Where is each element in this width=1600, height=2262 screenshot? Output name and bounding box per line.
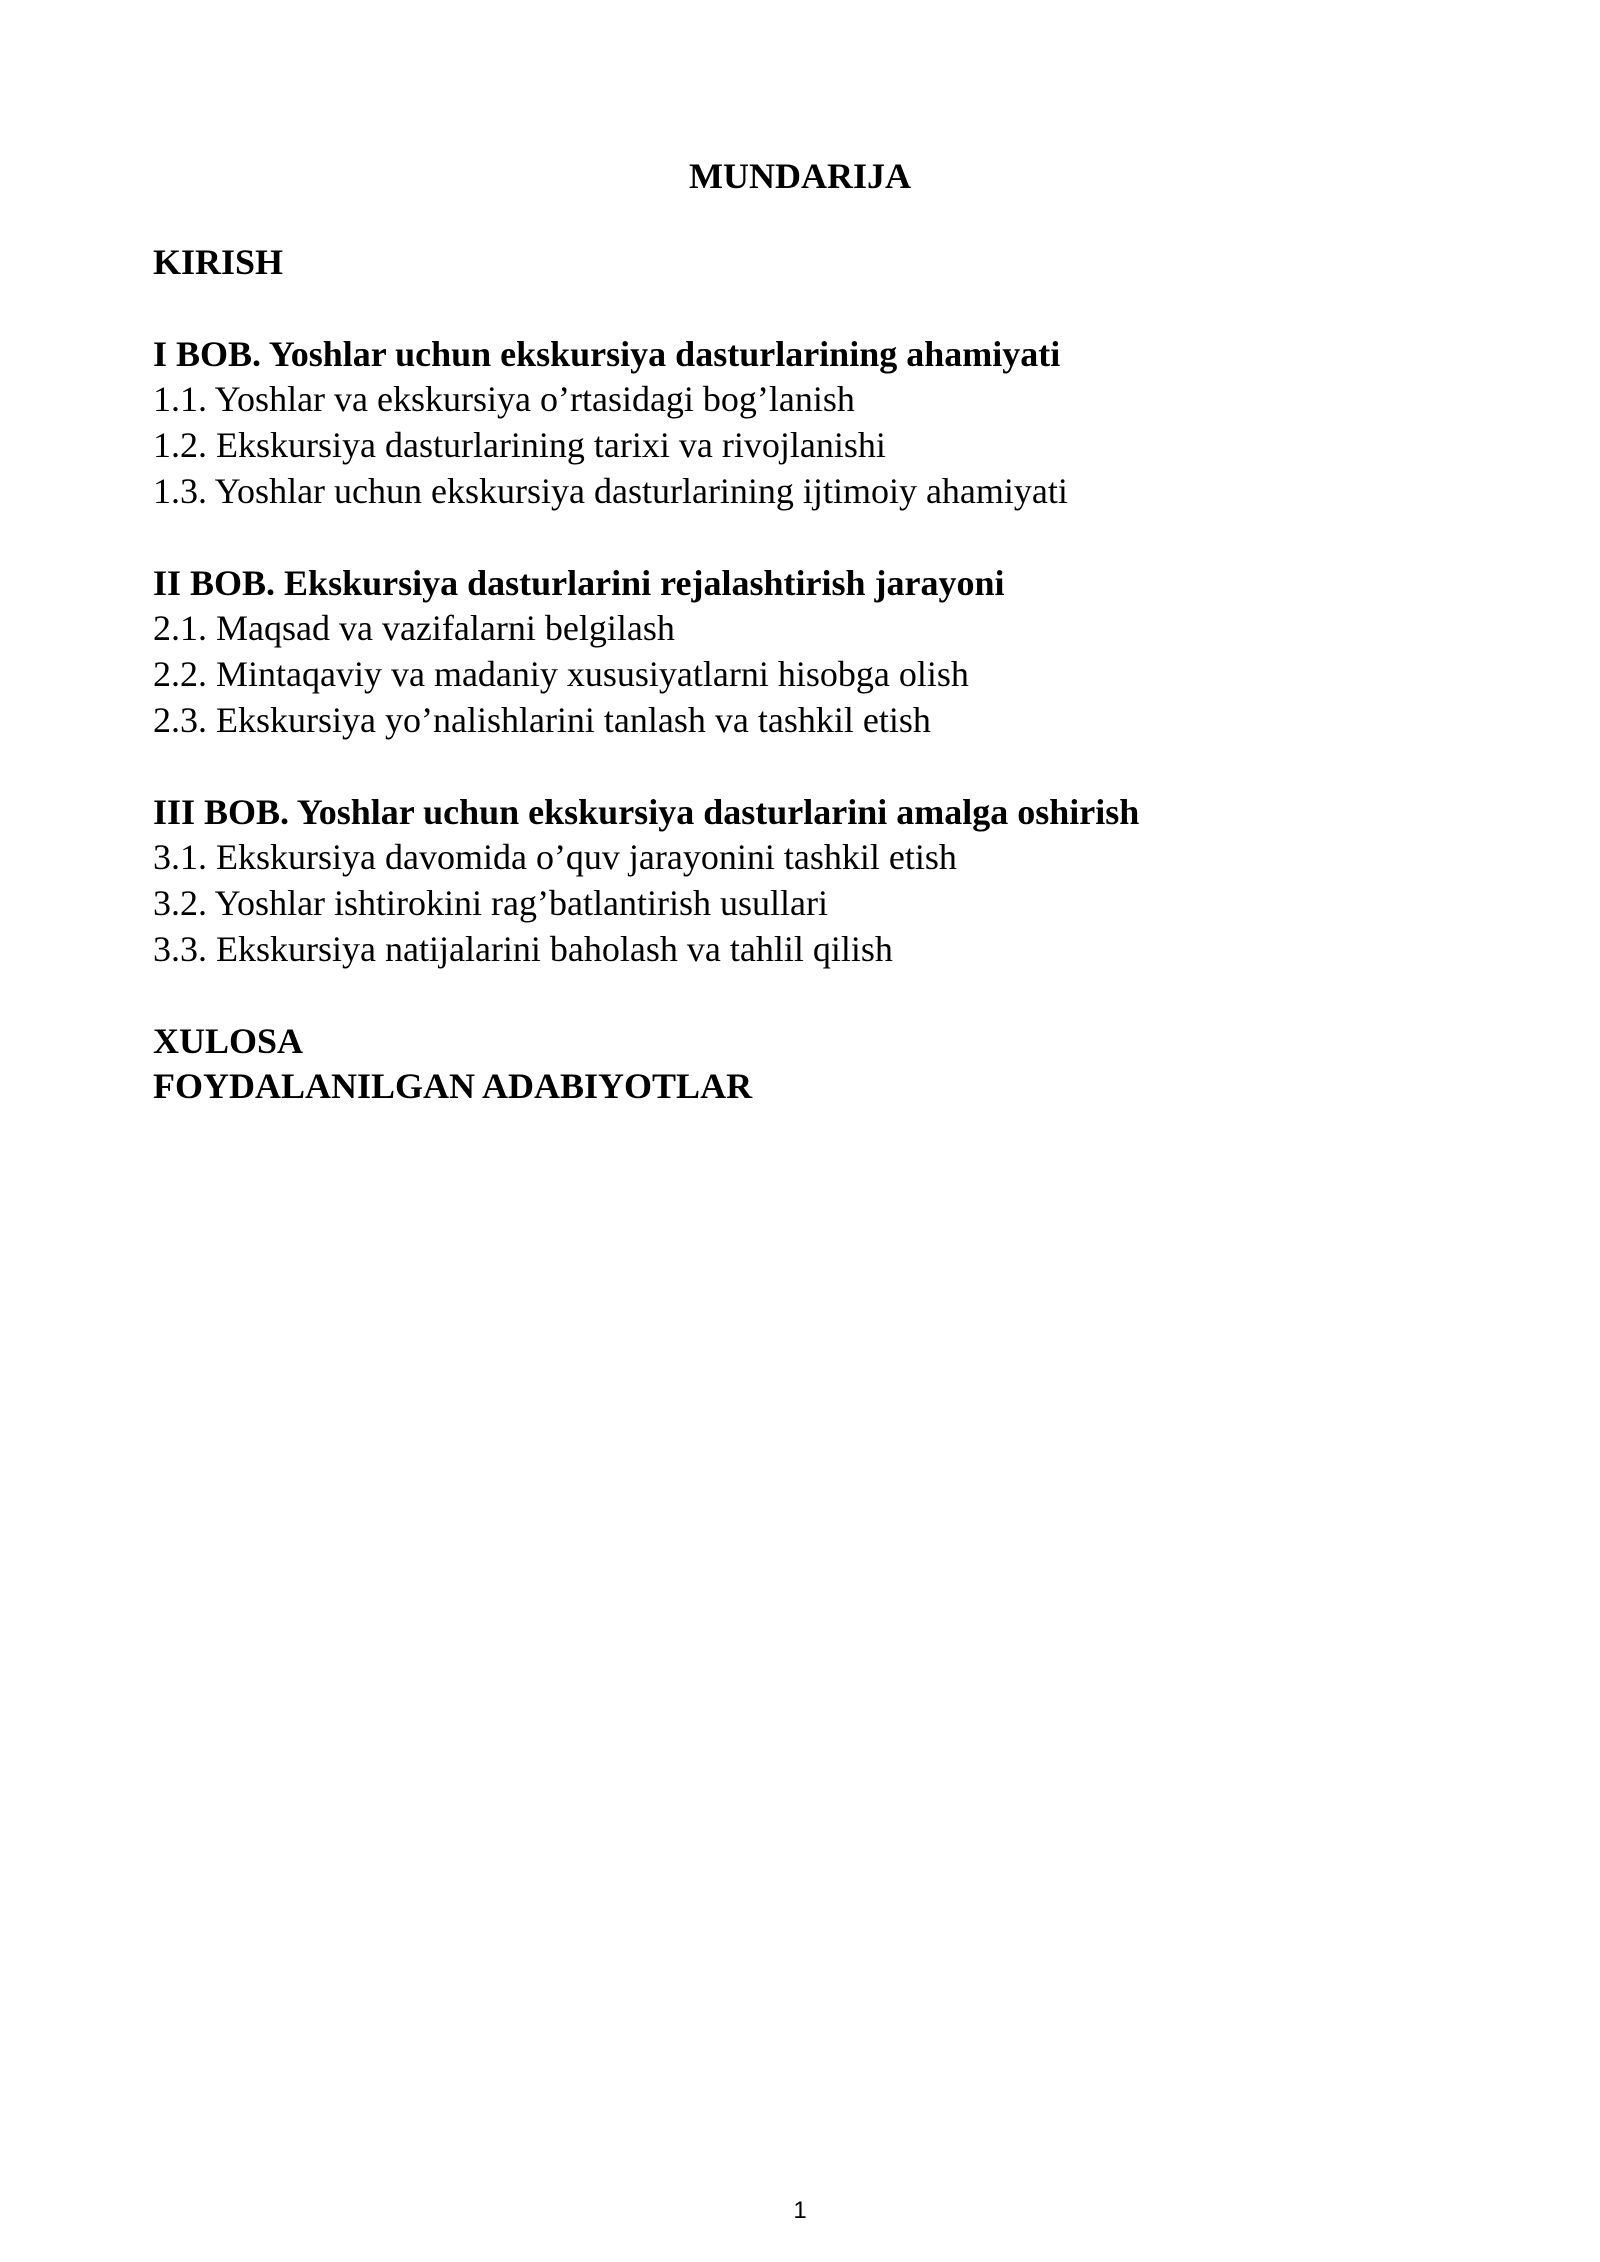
toc-section-1-2: 1.2. Ekskursiya dasturlarining tarixi va rivojlanishi	[153, 425, 886, 466]
toc-section-3-2: 3.2. Yoshlar ishtirokini rag’batlantirish usullari	[153, 883, 828, 924]
toc-section-2-2: 2.2. Mintaqaviy va madaniy xususiyatlarni hisobga olish	[153, 654, 969, 695]
spacer	[153, 744, 1453, 790]
toc-chapter-3-heading: III BOB. Yoshlar uchun ekskursiya dasturlarini amalga oshirish	[153, 791, 1140, 832]
spacer	[153, 515, 1453, 561]
page-number: 1	[793, 2197, 807, 2224]
toc-conclusion: XULOSA	[153, 1020, 304, 1061]
toc-chapter-1-heading: I BOB. Yoshlar uchun ekskursiya dasturlarining ahamiyati	[153, 333, 1061, 374]
spacer	[153, 973, 1453, 1019]
spacer	[153, 286, 1453, 332]
toc-chapter-2-heading: II BOB. Ekskursiya dasturlarini rejalashtirish jarayoni	[153, 562, 1005, 603]
toc-section-3-1: 3.1. Ekskursiya davomida o’quv jarayonini tashkil etish	[153, 837, 957, 878]
toc-section-2-1: 2.1. Maqsad va vazifalarni belgilash	[153, 608, 675, 649]
toc-section-1-3: 1.3. Yoshlar uchun ekskursiya dasturlarining ijtimoiy ahamiyati	[153, 470, 1068, 511]
page-title: MUNDARIJA	[689, 156, 911, 196]
toc-references: FOYDALANILGAN ADABIYOTLAR	[153, 1066, 753, 1107]
toc-introduction: KIRISH	[153, 242, 284, 282]
table-of-contents	[153, 240, 1453, 1110]
toc-section-1-1: 1.1. Yoshlar va ekskursiya o’rtasidagi bog’lanish	[153, 379, 855, 420]
toc-section-3-3: 3.3. Ekskursiya natijalarini baholash va tahlil qilish	[153, 928, 893, 969]
toc-section-2-3: 2.3. Ekskursiya yo’nalishlarini tanlash va tashkil etish	[153, 699, 931, 740]
